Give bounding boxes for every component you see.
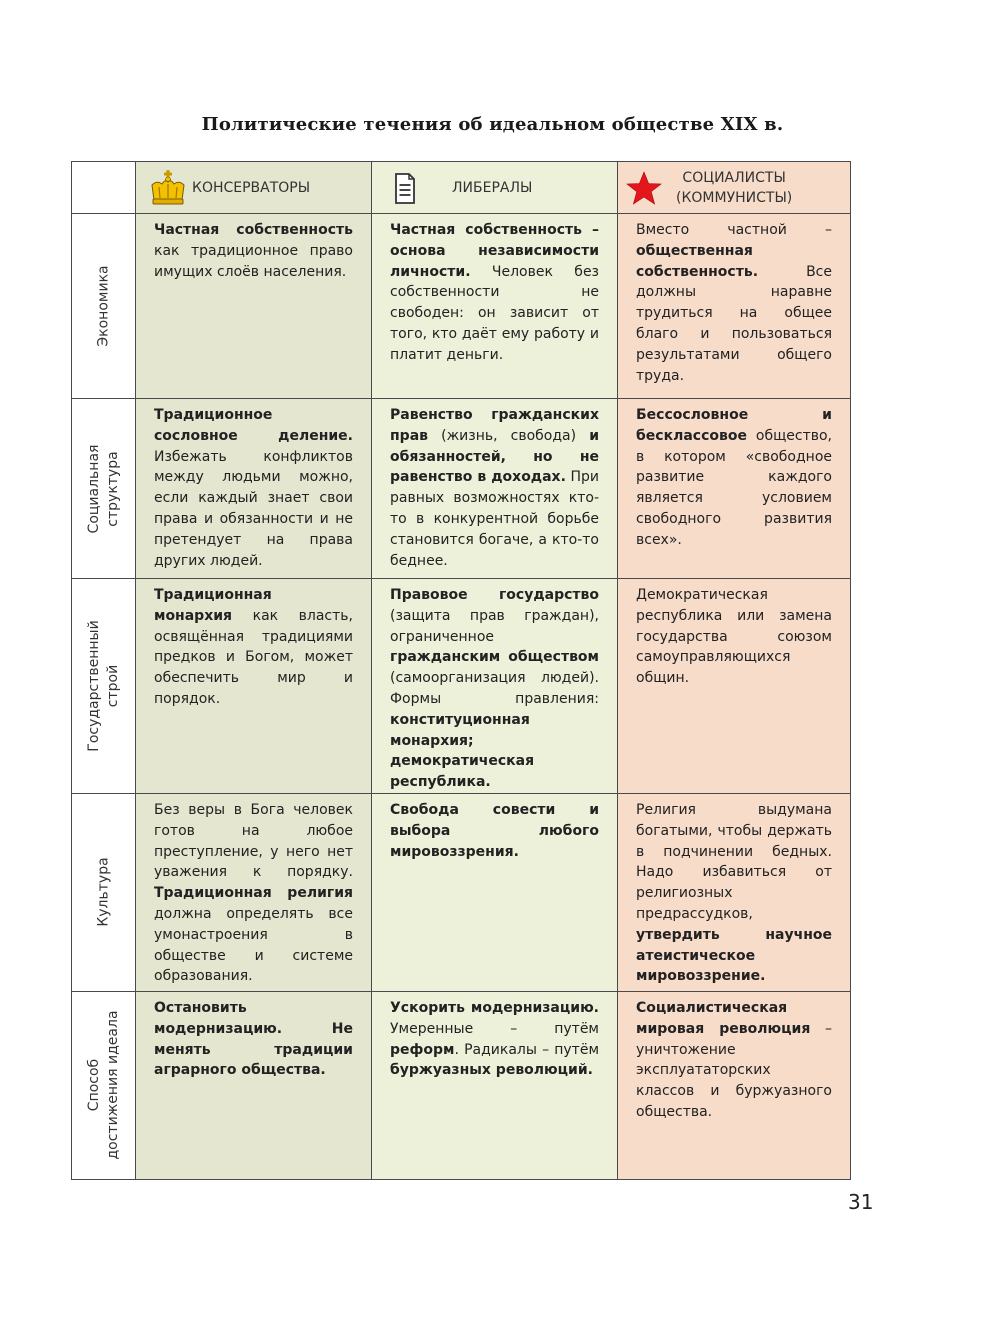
cell-method-liberals	[372, 991, 618, 1179]
cell-text	[372, 579, 617, 793]
header-socialists-sublabel: (КОММУНИСТЫ)	[676, 189, 793, 206]
cell-culture-socialists	[618, 793, 851, 991]
cell-text	[372, 794, 617, 862]
bold-text: утвердить научное атеистическое мировоззрение.	[636, 926, 832, 985]
row-label-text: Социальная	[85, 444, 102, 533]
cell-state-liberals	[372, 579, 618, 794]
row-label-text: структура	[104, 450, 121, 527]
document-icon	[384, 170, 424, 206]
header-liberals-label: ЛИБЕРАЛЫ	[452, 179, 533, 196]
bold-text: Бессословное и бесклассовое	[636, 407, 832, 444]
plain-text: Без веры в Бога человек готов на любое преступление, у него нет уважения к порядку.	[154, 801, 353, 881]
table-row	[72, 579, 851, 794]
bold-text: Традиционная монархия	[154, 587, 272, 624]
cell-culture-conservatives	[136, 793, 372, 991]
cell-economy-liberals	[372, 214, 618, 399]
bold-text: Социалистическая мировая революция	[636, 999, 811, 1037]
table-row	[72, 793, 851, 991]
bold-text: гражданским обществом	[390, 649, 599, 666]
red-star-icon	[624, 170, 664, 206]
cell-text	[136, 794, 371, 987]
bold-text: Частная собственность – основа независимости личности.	[390, 222, 599, 280]
cell-text	[136, 579, 371, 710]
plain-text: Все должны наравне трудиться на общее благо и пользоваться результатами общего труда.	[636, 263, 832, 384]
bold-text: Традиционная религия	[154, 885, 353, 902]
cell-text	[136, 214, 371, 282]
header-socialists-label: СОЦИАЛИСТЫ	[682, 169, 786, 186]
row-label-text: Способ	[85, 1059, 102, 1112]
plain-text: (защита прав граждан), ограниченное	[390, 607, 599, 645]
table-row	[72, 214, 851, 399]
row-label-text: Культура	[95, 857, 111, 928]
row-label-method	[72, 991, 136, 1179]
cell-text	[136, 399, 371, 571]
plain-text: (самоорганизация людей). Формы правления:	[390, 670, 599, 707]
cell-text	[136, 992, 371, 1081]
plain-text: (жизнь, свобода)	[428, 427, 590, 444]
row-label-text: достижения идеала	[104, 1010, 121, 1160]
bold-text: реформ	[390, 1041, 455, 1058]
cell-text	[618, 992, 850, 1123]
cell-method-socialists	[618, 991, 851, 1179]
page-title: Политические течения об идеальном обществе XIX в.	[201, 114, 784, 135]
bold-text: конституционная монархия; демократическая республика.	[390, 711, 535, 791]
cell-state-conservatives	[136, 579, 372, 794]
corner-cell	[72, 162, 136, 214]
cell-text	[618, 579, 850, 689]
bold-text: общественная собственность.	[636, 242, 759, 280]
plain-text: . Радикалы – путём	[454, 1041, 599, 1058]
plain-text: как власть, освящённая традициями предков и Богом, может обеспечить мир и порядок.	[154, 607, 353, 707]
bold-text: Ускорить модернизацию.	[390, 999, 599, 1016]
cell-method-conservatives	[136, 991, 372, 1179]
bold-text: Традиционное сословное деление.	[154, 407, 353, 444]
row-label-economy	[72, 214, 136, 399]
cell-text	[372, 992, 617, 1081]
cell-social-liberals	[372, 399, 618, 579]
row-label-text: Экономика	[95, 265, 111, 347]
plain-text: должна определять все умонастроения в обществе и системе образования.	[154, 905, 353, 985]
bold-text: буржуазных революций.	[390, 1062, 593, 1079]
plain-text: Избежать конфликтов между людьми можно, если каждый знает свои права и обязанности и не претендует на права других людей.	[154, 448, 353, 569]
plain-text: – уничтожение эксплуататорских классов и буржуазного общества.	[636, 1020, 832, 1120]
row-label-culture	[72, 793, 136, 991]
table-header-row	[72, 162, 851, 214]
bold-text: Равенство гражданских прав	[390, 407, 599, 444]
plain-text: Умеренные – путём	[390, 1020, 599, 1037]
cell-social-conservatives	[136, 399, 372, 579]
bold-text: Остановить модернизацию. Не менять традиции аграрного общества.	[154, 999, 353, 1079]
header-conservatives	[136, 162, 372, 214]
header-socialists	[618, 162, 851, 214]
bold-text: и обязанностей, но не равенство в доходах.	[390, 427, 599, 486]
cell-text	[372, 399, 617, 571]
bold-text: Частная собственность	[154, 222, 353, 238]
cell-text	[618, 214, 850, 386]
cell-culture-liberals	[372, 793, 618, 991]
table-row	[72, 991, 851, 1179]
plain-text: Человек без собственности не свободен: он зависит от того, кто даёт ему работу и платит деньги.	[390, 263, 599, 363]
page-number: 31	[848, 1190, 874, 1214]
cell-economy-conservatives	[136, 214, 372, 399]
ideologies-table	[71, 161, 851, 1180]
plain-text: При равных возможностях кто-то в конкурентной борьбе становится богаче, а кто-то беднее.	[390, 469, 600, 569]
row-label-text: строй	[104, 664, 121, 708]
header-liberals	[372, 162, 618, 214]
crown-icon	[148, 170, 188, 206]
cell-text	[372, 214, 617, 366]
cell-text	[618, 399, 850, 551]
bold-text: Правовое государство	[390, 587, 599, 603]
plain-text: Вместо частной –	[636, 222, 832, 238]
cell-economy-socialists	[618, 214, 851, 399]
table-row	[72, 399, 851, 579]
row-label-text: Государственный	[85, 620, 102, 752]
plain-text: Религия выдумана богатыми, чтобы держать в подчинении бедных. Надо избавиться от религиозных предрассудков,	[636, 801, 832, 922]
row-label-social-structure	[72, 399, 136, 579]
cell-social-socialists	[618, 399, 851, 579]
plain-text: общество, в котором «свободное развитие каждого является условием свободного развития всех».	[636, 427, 832, 548]
cell-state-socialists	[618, 579, 851, 794]
bold-text: Свобода совести и выбора любого мировоззрения.	[390, 801, 599, 860]
row-label-state-system	[72, 579, 136, 794]
cell-text	[618, 794, 850, 987]
plain-text: Демократическая республика или замена государства союзом самоуправляющихся общин.	[636, 587, 832, 687]
header-conservatives-label: КОНСЕРВАТОРЫ	[192, 179, 311, 196]
plain-text: как традиционное право имущих слоёв населения.	[154, 242, 353, 280]
